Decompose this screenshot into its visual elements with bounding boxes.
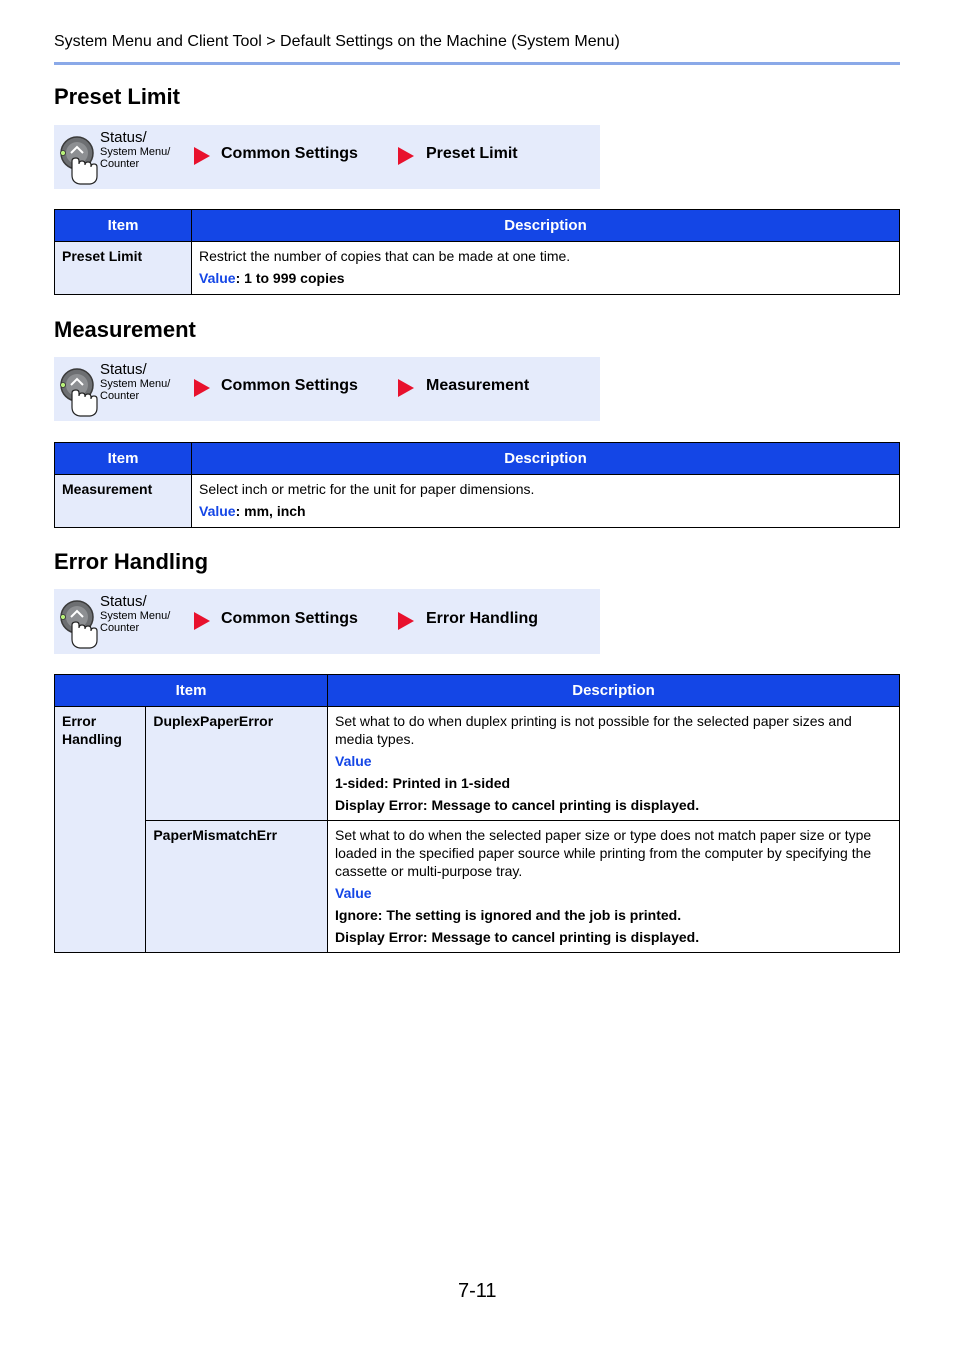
column-header-description: Description: [192, 210, 900, 242]
value-option: Display Error: Message to cancel printing is displayed.: [335, 929, 700, 945]
path-step-error-handling: Error Handling: [426, 610, 539, 627]
path-arrow-icon: [398, 379, 414, 397]
group-cell: Error Handling: [55, 707, 146, 953]
path-arrow-icon: [194, 379, 210, 397]
column-header-item: Item: [55, 443, 192, 475]
path-step-common-settings: Common Settings: [221, 145, 358, 162]
column-header-item: Item: [55, 675, 328, 707]
menu-path-preset-limit: [54, 125, 600, 189]
value-label: Value: [199, 270, 236, 286]
value-label: Value: [199, 503, 236, 519]
item-cell: DuplexPaperError: [146, 707, 328, 821]
description-text: Restrict the number of copies that can be made at one time.: [199, 248, 571, 264]
section-title-error-handling: Error Handling: [54, 549, 209, 574]
menu-path-error-handling: [54, 589, 600, 654]
item-cell: PaperMismatchErr: [146, 821, 328, 953]
section-title-measurement: Measurement: [54, 317, 196, 342]
description-text: Select inch or metric for the unit for paper dimensions.: [199, 481, 535, 497]
column-header-description: Description: [328, 675, 900, 707]
path-arrow-icon: [194, 147, 210, 165]
value-text: : 1 to 999 copies: [235, 270, 345, 286]
item-cell: Preset Limit: [55, 242, 192, 295]
path-step-measurement: Measurement: [426, 377, 530, 394]
measurement-table: [54, 442, 900, 528]
status-key-label: Status/ System Menu/ Counter: [100, 129, 171, 170]
description-cell: [192, 242, 900, 295]
path-arrow-icon: [194, 612, 210, 630]
description-cell: [328, 707, 900, 821]
value-label: Value: [335, 753, 372, 769]
section-title-preset-limit: Preset Limit: [54, 84, 180, 109]
value-option: Ignore: The setting is ignored and the job is printed.: [335, 907, 682, 923]
error-handling-table: [54, 674, 900, 953]
header-rule: [54, 62, 900, 65]
table-row: [55, 821, 900, 953]
path-step-preset-limit: Preset Limit: [426, 145, 518, 162]
running-header: System Menu and Client Tool > Default Settings on the Machine (System Menu): [54, 33, 620, 50]
description-cell: [192, 475, 900, 528]
value-text: : mm, inch: [235, 503, 306, 519]
description-text: Set what to do when the selected paper size or type does not match paper size or type loaded in the specified paper source while printing from the computer by specifying the cassette or multi-purpose tray.: [335, 827, 872, 879]
status-key-hand-icon: [60, 595, 100, 649]
table-row: [55, 475, 900, 528]
item-cell: Measurement: [55, 475, 192, 528]
path-arrow-icon: [398, 612, 414, 630]
table-row: [55, 242, 900, 295]
value-option: 1-sided: Printed in 1-sided: [335, 775, 511, 791]
menu-path-measurement: [54, 357, 600, 421]
status-key-label: Status/ System Menu/ Counter: [100, 593, 171, 634]
description-cell: [328, 821, 900, 953]
path-step-common-settings: Common Settings: [221, 610, 358, 627]
status-key-hand-icon: [60, 131, 100, 185]
path-step-common-settings: Common Settings: [221, 377, 358, 394]
value-label: Value: [335, 885, 372, 901]
column-header-description: Description: [192, 443, 900, 475]
column-header-item: Item: [55, 210, 192, 242]
status-key-hand-icon: [60, 363, 100, 417]
description-text: Set what to do when duplex printing is not possible for the selected paper sizes and media types.: [335, 713, 852, 747]
preset-limit-table: [54, 209, 900, 295]
path-arrow-icon: [398, 147, 414, 165]
page-number: 7-11: [458, 1280, 497, 1302]
value-option: Display Error: Message to cancel printing is displayed.: [335, 797, 700, 813]
table-row: [55, 707, 900, 821]
status-key-label: Status/ System Menu/ Counter: [100, 361, 171, 402]
